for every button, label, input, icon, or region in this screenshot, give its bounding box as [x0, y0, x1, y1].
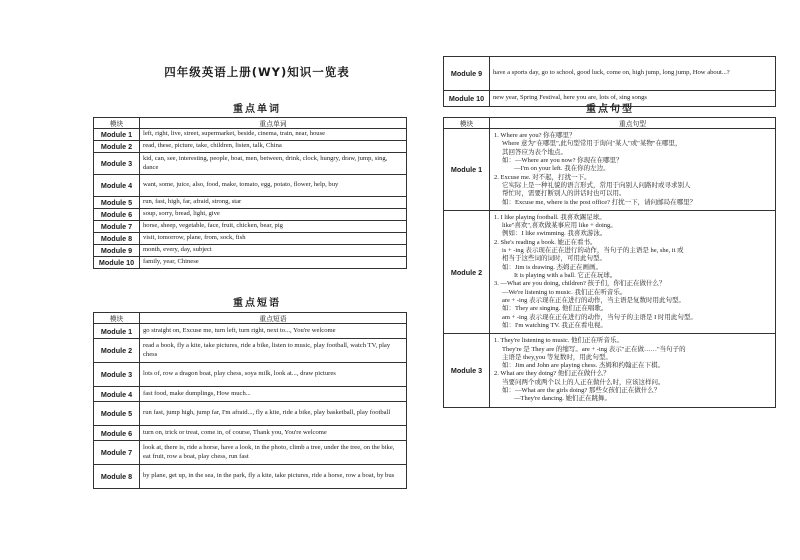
table-row — [94, 441, 407, 465]
table-row — [444, 334, 776, 408]
table-row — [94, 339, 407, 363]
sentences-heading: 重点句型 — [586, 104, 634, 115]
sentence-line: Where 意为"在哪里",此句型常用于询问"某人"或"某物"在哪里， — [502, 140, 682, 148]
phrase-text: new year, Spring Festival, here you are, lots of, sing songs — [490, 91, 776, 107]
module-label: Module 10 — [94, 257, 140, 269]
sentence-line: is + -ing 表示现在正在进行的动作，当句子的主语是 he, she, it 或 — [502, 247, 684, 255]
module-label: Module 3 — [94, 153, 140, 175]
sentence-line: 2. What are they doing? 他们正在做什么？ — [494, 370, 610, 378]
table-row — [94, 257, 407, 269]
sentence-line: 3. —What are you doing, children? 孩子们，你们正在做什么？ — [494, 280, 666, 288]
sentence-line: 相当于这些词的词时，可用此句型。 — [502, 255, 606, 263]
module-label: Module 10 — [444, 91, 490, 107]
vocab-col-module: 模块 — [94, 118, 140, 129]
module-label: Module 7 — [94, 221, 140, 233]
phrases-col-content: 重点短语 — [140, 313, 407, 324]
table-row — [444, 129, 776, 211]
sentence-line: It is playing with a ball. 它正在玩球。 — [514, 272, 617, 279]
module-label: Module 5 — [94, 197, 140, 209]
sentences-table — [443, 117, 776, 408]
table-row — [94, 387, 407, 402]
sentence-line: 如：—Where are you now? 你现在在哪里？ — [502, 156, 623, 164]
vocab-text: read, these, picture, take, children, listen, talk, China — [140, 141, 407, 153]
sentence-line: 1. They're listening to music. 他们正在听音乐。 — [494, 337, 624, 345]
phrase-text: turn on, trick or treat, come in, of course, Thank you, You're welcome — [140, 426, 407, 441]
module-label: Module 4 — [94, 175, 140, 197]
vocab-text: want, some, juice, also, food, make, tomato, egg, potato, flower, help, buy — [140, 175, 407, 197]
table-row — [94, 465, 407, 489]
sentence-line: —They're dancing. 她们正在跳舞。 — [514, 395, 612, 403]
sentence-line: 如：I'm watching TV. 我正在看电视。 — [502, 321, 607, 329]
table-row — [94, 197, 407, 209]
sentence-line: 2. She's reading a book. 她正在看书。 — [494, 238, 597, 246]
phrase-text: lots of, row a dragon boat, play chess, soya milk, look at..., draw pictures — [140, 363, 407, 387]
vocab-text: run, fast, high, far, afraid, strong, star — [140, 197, 407, 209]
vocab-text: family, year, Chinese — [140, 257, 407, 269]
module-label: Module 1 — [94, 129, 140, 141]
vocab-text: left, right, live, street, supermarket, beside, cinema, train, near, house — [140, 129, 407, 141]
module-label: Module 4 — [94, 387, 140, 402]
phrase-text: run fast, jump high, jump far, I'm afraid..., fly a kite, ride a bike, play basketball, play football — [140, 402, 407, 426]
module-label: Module 5 — [94, 402, 140, 426]
sentence-line: am + -ing 表示现在正在进行的动作，当句子的主语是 I 时用此句型。 — [502, 313, 697, 321]
sentence-block — [490, 129, 776, 211]
sentence-line: —We're listening to music. 我们正在听音乐。 — [502, 288, 627, 296]
module-label: Module 1 — [94, 324, 140, 339]
table-row — [94, 233, 407, 245]
table-row — [444, 210, 776, 333]
sentence-line: 如：Excuse me, where is the post office? 打扰一下，请问邮局在哪里？ — [502, 198, 697, 206]
vocab-text: kid, can, see, interesting, people, boat, men, between, drink, clock, hungry, draw, jump, sing, dance — [140, 153, 407, 175]
sentence-line: 它实际上是一种礼貌的语言形式，常用于向别人问路时或寻求别人 — [502, 181, 691, 189]
sentence-line: 如：They are singing. 他们正在唱歌。 — [502, 305, 608, 313]
sentence-line: 当要问两个或两个以上的人正在做什么时，应该这样问。 — [502, 378, 665, 386]
sentence-line: 例如：I like swimming. 我喜欢游泳。 — [502, 230, 607, 238]
module-label: Module 9 — [444, 57, 490, 91]
sentence-line: They're 是 They are 的缩写。are + -ing 表示"正在做……"当句子的 — [502, 345, 686, 353]
phrases-table — [93, 312, 407, 489]
table-row — [94, 209, 407, 221]
table-row — [444, 57, 776, 91]
module-label: Module 3 — [94, 363, 140, 387]
vocab-col-content: 重点单词 — [140, 118, 407, 129]
phrase-text: have a sports day, go to school, good luck, come on, high jump, long jump, How about...? — [490, 57, 776, 91]
sentence-line: 1. I like playing football. 我喜欢踢足球。 — [494, 213, 606, 221]
phrases-heading: 重点短语 — [233, 298, 281, 309]
sentence-line: 其回答应为表个地点。 — [502, 148, 567, 156]
phrase-text: by plane, get up, in the sea, in the park, fly a kite, take pictures, ride a horse, row a boat, by bus — [140, 465, 407, 489]
sentences-col-content: 重点句型 — [490, 118, 776, 129]
sentences-col-module: 模块 — [444, 118, 490, 129]
module-label: Module 8 — [94, 233, 140, 245]
sentence-line: 如：—What are the girls doing? 那些女孩们正在做什么？ — [502, 387, 661, 395]
vocab-text: visit, tomorrow, plane, from, sock, fish — [140, 233, 407, 245]
sentence-line: are + -ing 表示现在正在进行的动作，当主语是复数时用此句型。 — [502, 296, 685, 304]
module-label: Module 7 — [94, 441, 140, 465]
vocab-text: horse, sheep, vegetable, face, fruit, chicken, bear, pig — [140, 221, 407, 233]
module-label: Module 9 — [94, 245, 140, 257]
module-label: Module 2 — [94, 339, 140, 363]
table-row — [94, 141, 407, 153]
module-label: Module 2 — [444, 210, 490, 333]
vocab-table — [93, 117, 407, 269]
phrase-text: look at, there is, ride a horse, have a look, in the photo, climb a tree, under the tree, on the bike, eat fruit, row a boat, play chess, run fast — [140, 441, 407, 465]
sentences-header-row — [444, 118, 776, 129]
table-row — [94, 363, 407, 387]
table-row — [94, 324, 407, 339]
phrase-text: go straight on, Excuse me, turn left, turn right, next to..., You're welcome — [140, 324, 407, 339]
sentence-block — [490, 334, 776, 408]
module-label: Module 2 — [94, 141, 140, 153]
table-row — [94, 153, 407, 175]
sentence-line: 如：Jim is drawing. 杰姆正在画画。 — [502, 263, 603, 271]
sentence-block — [490, 210, 776, 333]
sentence-line: 主语是 they,you 等复数时，用此句型。 — [502, 353, 612, 361]
phrases-header-row — [94, 313, 407, 324]
sentence-line: 帮忙时，需要打断别人的讲话时也可以用。 — [502, 190, 626, 198]
phrases-col-module: 模块 — [94, 313, 140, 324]
table-row — [94, 426, 407, 441]
table-row — [94, 245, 407, 257]
sentence-line: 2. Excuse me. 对不起，打扰一下。 — [494, 173, 591, 181]
vocab-text: soup, sorry, bread, light, give — [140, 209, 407, 221]
sentence-line: 1. Where are you? 你在哪里？ — [494, 132, 576, 139]
module-label: Module 3 — [444, 334, 490, 408]
table-row — [94, 129, 407, 141]
module-label: Module 6 — [94, 209, 140, 221]
sentence-line: like"喜欢",喜欢做某事应用 like + doing。 — [502, 222, 617, 230]
table-row — [94, 175, 407, 197]
vocab-heading: 重点单词 — [233, 104, 281, 115]
phrase-text: read a book, fly a kite, take pictures, ride a bike, listen to music, play football, watch TV, play chess — [140, 339, 407, 363]
phrase-text: fast food, make dumplings, How much... — [140, 387, 407, 402]
vocab-text: month, every, day, subject — [140, 245, 407, 257]
sentence-line: 如：Jim and John are playing chess. 杰姆和约翰正在下棋。 — [502, 362, 664, 370]
page-title: 四年级英语上册(WY)知识一览表 — [164, 65, 350, 79]
table-row — [94, 221, 407, 233]
module-label: Module 6 — [94, 426, 140, 441]
sentence-line: —I'm on your left. 我在你的左边。 — [514, 165, 610, 173]
module-label: Module 8 — [94, 465, 140, 489]
vocab-header-row — [94, 118, 407, 129]
table-row — [94, 402, 407, 426]
module-label: Module 1 — [444, 129, 490, 211]
